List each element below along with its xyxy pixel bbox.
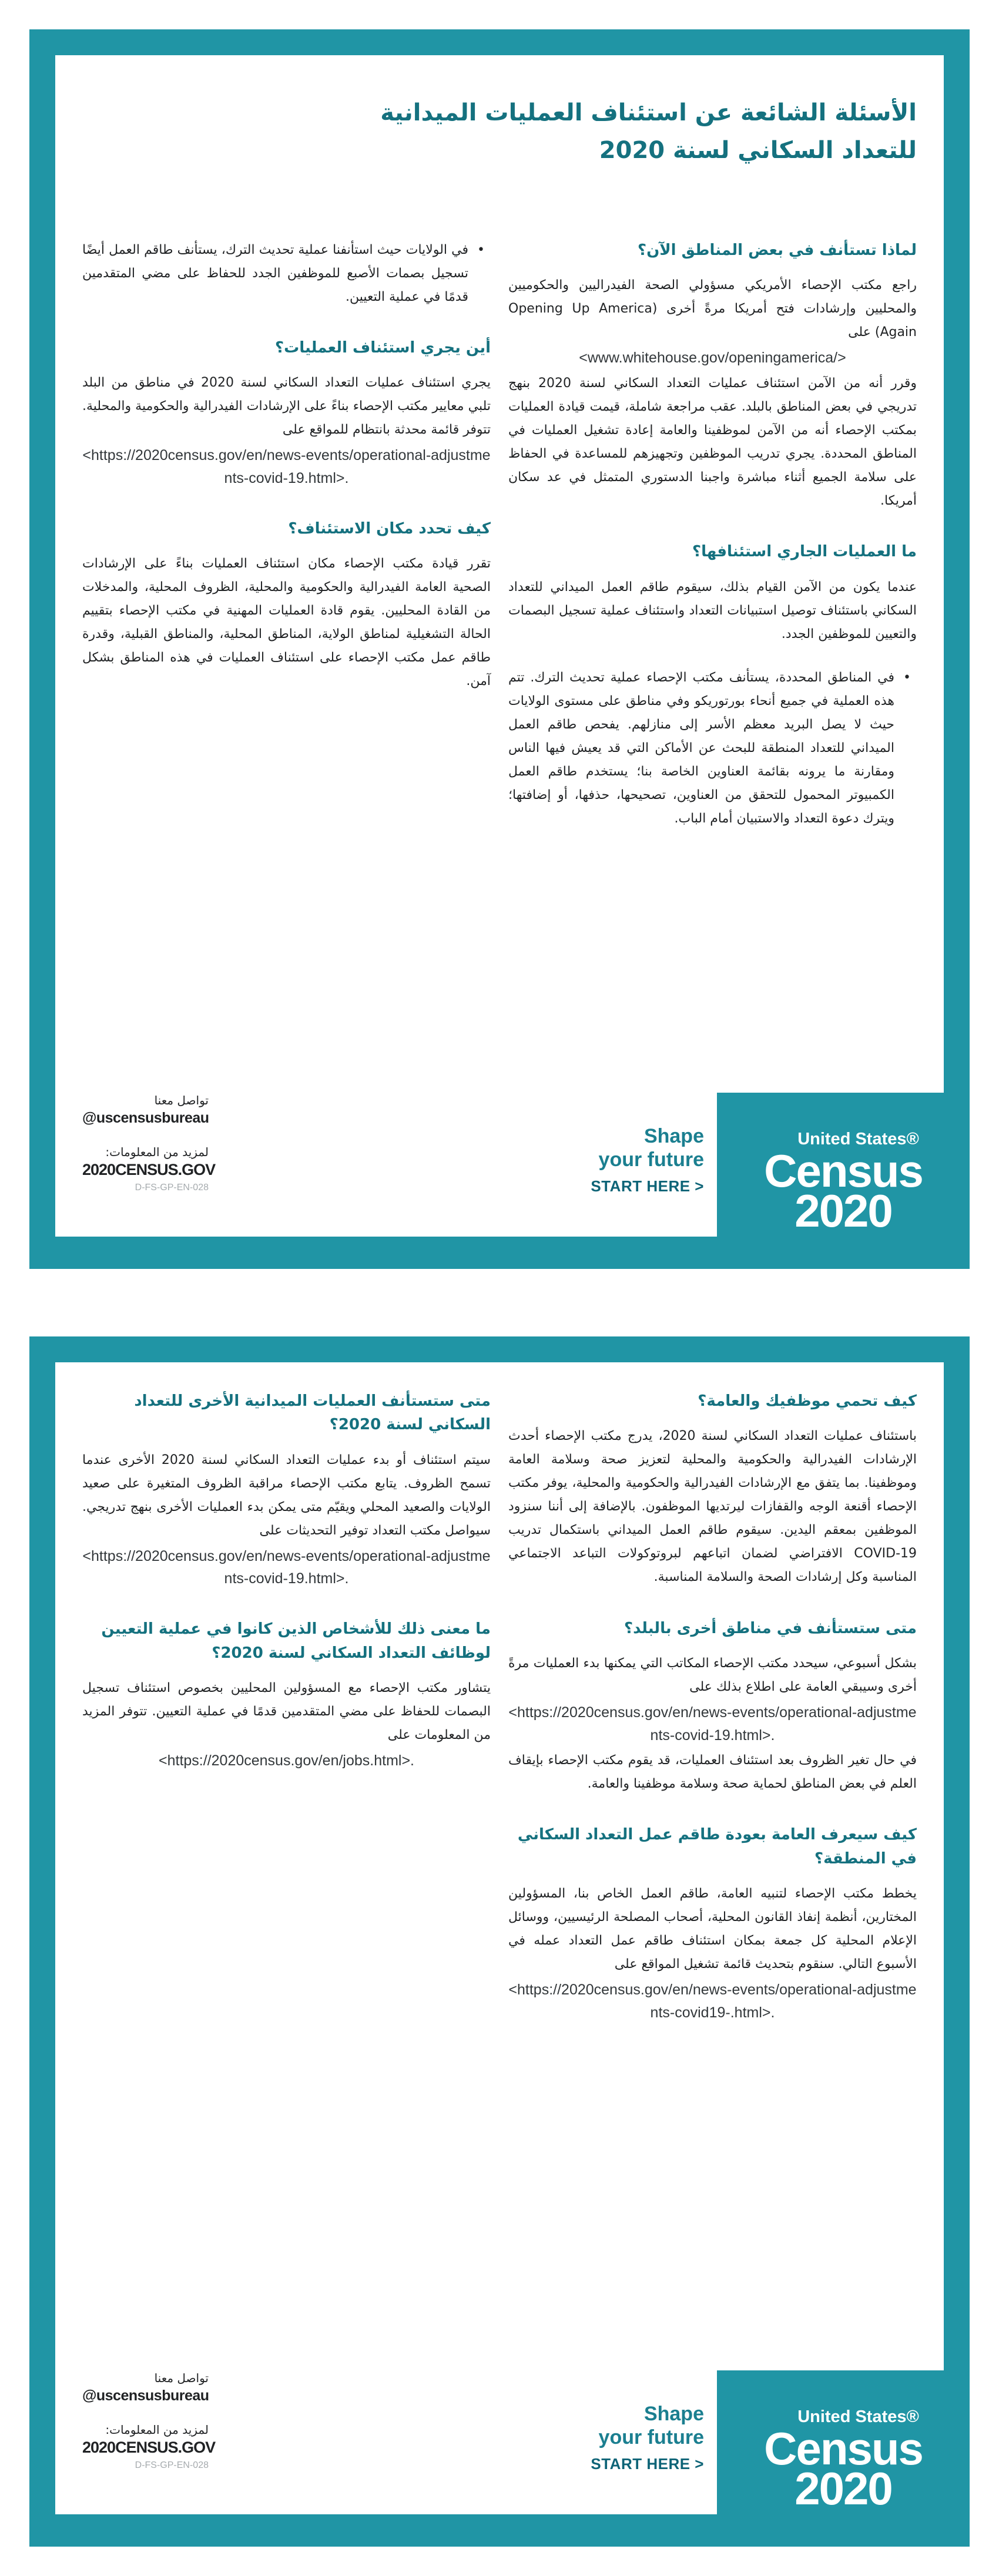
start-here-link[interactable]: START HERE > (591, 1177, 704, 1195)
column-left (82, 239, 491, 713)
bullet-item (508, 666, 917, 831)
page-title-line2: للتعداد السكاني لسنة 2020 (599, 137, 917, 164)
logo-census: Census (764, 1144, 923, 1197)
footer-contact-block (82, 1092, 216, 1193)
section-heading: كيف تحدد مكان الاستئناف؟ (288, 519, 491, 538)
text-run: تقرر قيادة مكتب الإحصاء مكان استئناف العمليات بناءً على الإرشادات الصحية العامة الفيدرالية والحكومية والمحلية، الظروف المحلية، والمدخلات من القادة المحليين. يقوم قادة العمليات المهنية في مكتب الإحصاء بتقييم الحالة التشغيلية لمناطق الولاية، المناطق المحلية، والمناطق القبلية، وقدرة طاقم عمل مكتب الإحصاء على استئناف العمليات في هذه المناطق بشكل آمن. (82, 556, 491, 689)
text-run: يتشاور مكتب الإحصاء مع المسؤولين المحليين بخصوص استئناف تسجيل البصمات للحفاظ على مضي المتقدمين قدمًا في عملية التعيين. تتوفر المزيد من المعلومات على (82, 1680, 491, 1742)
text-run: يخطط مكتب الإحصاء لتنبيه العامة، طاقم العمل الخاص بنا، المسؤولين المختارين، أنظمة إنفاذ القانون المحلية، أصحاب المصلحة الرئيسيين، ووسائل الإعلام المحلية كل جمعة بمكان استئناف طاقم عمل التعداد عمله في الأسبوع التالي. سنقوم بتحديث قائمة تشغيل المواقع على (508, 1886, 917, 1972)
shape-your-future-block (591, 1124, 704, 1195)
paragraph (508, 274, 917, 513)
section-heading: كيف تحمي موظفيك والعامة؟ (698, 1392, 917, 1410)
paragraph (508, 1882, 917, 2024)
column-left (82, 1389, 491, 1792)
shape-your-future-block (591, 2402, 704, 2473)
content-columns (55, 239, 944, 851)
paragraph (508, 1425, 917, 1589)
census-2020-logo-text (764, 2407, 923, 2514)
bullet-list (82, 239, 491, 309)
paragraph (508, 1652, 917, 1796)
census-website-link[interactable]: 2020CENSUS.GOV (82, 1161, 216, 1179)
bullet-list (508, 666, 917, 831)
link-url[interactable]: <https://2020census.gov/en/news-events/operational-adjustments-covid-19.html>. (82, 1547, 491, 1587)
section-heading: أين يجري استئناف العمليات؟ (275, 339, 491, 357)
page-1 (29, 29, 970, 1269)
census-website-link[interactable]: 2020CENSUS.GOV (82, 2439, 216, 2457)
logo-year: 2020 (794, 2462, 892, 2514)
section-heading: متى ستستأنف العمليات الميدانية الأخرى للتعداد السكاني لسنة 2020؟ (134, 1392, 491, 1434)
text-run: في حال تغير الظروف بعد استئناف العمليات، قد يقوم مكتب الإحصاء بإيقاف العلم في بعض المناطق لحماية صحة وسلامة موظفينا والعامة. (508, 1753, 917, 1792)
link-url[interactable]: <https://2020census.gov/en/news-events/operational-adjustments-covid-19.html>. (82, 447, 491, 487)
paragraph (82, 371, 491, 490)
more-info-label: لمزيد من المعلومات: (105, 2423, 209, 2437)
section-heading: متى ستستأنف في مناطق أخرى بالبلد؟ (623, 1619, 917, 1637)
section-heading: لماذا تستأنف في بعض المناطق الآن؟ (638, 241, 917, 259)
text-run: سيتم استئناف أو بدء عمليات التعداد السكاني لسنة 2020 الأخرى عندما تسمح الظروف. يتابع مكتب الإحصاء مراقبة الظروف المتغيرة على صعيد الولايات والصعيد المحلي ويقيّم متى يمكن بدء العمليات الأخرى بنهج تدريجي. سيواصل مكتب التعداد توفير التحديثات على (82, 1452, 491, 1538)
start-here-link[interactable]: START HERE > (591, 2455, 704, 2473)
logo-united-states: United States® (797, 2407, 919, 2426)
shape-line1: Shape (643, 1124, 704, 1147)
more-info-label: لمزيد من المعلومات: (105, 1145, 209, 1160)
text-run: باستئناف عمليات التعداد السكاني لسنة 2020، يدرج مكتب الإحصاء أحدث الإرشادات الفيدرالية والحكومية والمحلية لتعزيز صحة وسلامة العامة وموظفينا. بما يتفق مع الإرشادات الفيدرالية والحكومية والمحلية، يوفر مكتب الإحصاء أقنعة الوجه والقفازات ليرتديها الموظفون. بالإضافة إلى أننا سنزود الموظفين بمعقم اليدين. سيقوم طاقم العمل الميداني باستكمال تدريب COVID-19 الافتراضي لضمان اتباعهم لبروتوكولات التباعد الاجتماعي المناسبة وكل إرشادات الصحة والسلامة المناسبة. (508, 1429, 917, 1585)
section-heading: ما العمليات الجاري استئنافها؟ (692, 543, 917, 561)
social-handle[interactable]: @uscensusbureau (82, 1109, 209, 1126)
text-run: يجري استئناف عمليات التعداد السكاني لسنة 2020 في مناطق من البلد تلبي معايير مكتب الإحصاء بناءً على الإرشادات الفيدرالية والحكومية والمحلية. تتوفر قائمة محدثة بانتظام للمواقع على (82, 375, 491, 438)
paragraph (508, 576, 917, 646)
paragraph (82, 1449, 491, 1591)
page-gap (0, 1269, 999, 1336)
footer-contact-block (82, 2370, 216, 2471)
logo-united-states: United States® (797, 1129, 919, 1148)
document-id: D-FS-GP-EN-028 (135, 2460, 209, 2470)
text-run: راجع مكتب الإحصاء الأمريكي مسؤولي الصحة الفيدراليين والحكوميين والمحليين وإرشادات فتح أمريكا مرةً أخرى (Opening Up America Again) على (508, 278, 917, 340)
text-run: وقرر أنه من الآمن استئناف عمليات التعداد السكاني لسنة 2020 بنهج تدريجي في بعض المناطق بالبلد. عقب مراجعة شاملة، قيمت قيادة العمليات بمكتب الإحصاء أنه من الآمن لموظفينا والعامة إعادة تشغيل العمليات في المناطق المحددة. يجري تدريب الموظفين وتجهيزهم للمساعدة في الحفاظ على سلامة الجميع أثناء مباشرة واجبنا الدستوري المتمثل في عد سكان أمريكا. (508, 376, 917, 509)
bullet-item (82, 239, 491, 309)
shape-line1: Shape (643, 2402, 704, 2425)
shape-line2: your future (598, 2426, 704, 2449)
page-2 (29, 1336, 970, 2547)
text-run: بشكل أسبوعي، سيحدد مكتب الإحصاء المكاتب التي يمكنها بدء العمليات مرةً أخرى وسيبقي العامة على اطلاع بذلك على (508, 1655, 917, 1694)
page-title-line1: الأسئلة الشائعة عن استئناف العمليات الميدانية (380, 99, 917, 126)
link-url[interactable]: <www.whitehouse.gov/openingamerica/> (579, 350, 846, 367)
paragraph (82, 552, 491, 693)
census-2020-logo (717, 1093, 970, 1269)
document-id: D-FS-GP-EN-028 (135, 1183, 209, 1193)
shape-line2: your future (598, 1148, 704, 1171)
text-run: في المناطق المحددة، يستأنف مكتب الإحصاء عملية تحديث الترك. تتم هذه العملية في جميع أنحاء بورتوريكو وفي مناطق على مستوى الولايات حيث لا يصل البريد معظم الأسر إلى منازلهم. يفحص طاقم العمل الميداني للتعداد المنطقة للبحث عن الأماكن التي قد يعيش فيها الناس ومقارنة ما يرونه بقائمة العناوين الخاصة بنا؛ يستخدم طاقم العمل الكمبيوتر المحمول للتحقق من العناوين، تصحيحها، حذفها، أو إضافتها؛ ويترك دعوة التعداد والاستبيان أمام الباب. (508, 670, 894, 826)
census-2020-logo (717, 2370, 970, 2547)
link-url[interactable]: <https://2020census.gov/en/jobs.html>. (159, 1752, 414, 1769)
page-title (55, 55, 944, 169)
text-run: عندما يكون من الآمن القيام بذلك، سيقوم طاقم العمل الميداني للتعداد السكاني باستئناف توصيل استبيانات التعداد واستئناف عملية تسجيل البصمات والتعيين للموظفين الجدد. (508, 579, 917, 642)
link-url[interactable]: <https://2020census.gov/en/news-events/operational-adjustments-covid-19.html>. (508, 1704, 917, 1744)
connect-label: تواصل معنا (154, 1093, 209, 1107)
content-columns (55, 1362, 944, 2044)
paragraph (82, 1677, 491, 1772)
census-2020-logo-text (764, 1129, 923, 1237)
text-run: في الولايات حيث استأنفنا عملية تحديث الترك، يستأنف طاقم العمل أيضًا تسجيل بصمات الأصبع للموظفين الجدد للحفاظ على مضي المتقدمين قدمًا في عملية التعيين. (82, 243, 468, 305)
link-url[interactable]: <https://2020census.gov/en/news-events/operational-adjustments-covid19-.html>. (508, 1981, 917, 2021)
social-handle[interactable]: @uscensusbureau (82, 2387, 209, 2404)
section-heading: ما معنى ذلك للأشخاص الذين كانوا في عملية التعيين لوظائف التعداد السكاني لسنة 2020؟ (101, 1620, 491, 1662)
logo-census: Census (764, 2422, 923, 2474)
logo-year: 2020 (794, 1184, 892, 1237)
column-right (508, 1389, 917, 2044)
connect-label: تواصل معنا (154, 2370, 209, 2385)
column-right (508, 239, 917, 851)
section-heading: كيف سيعرف العامة بعودة طاقم عمل التعداد السكاني في المنطقة؟ (517, 1826, 917, 1868)
